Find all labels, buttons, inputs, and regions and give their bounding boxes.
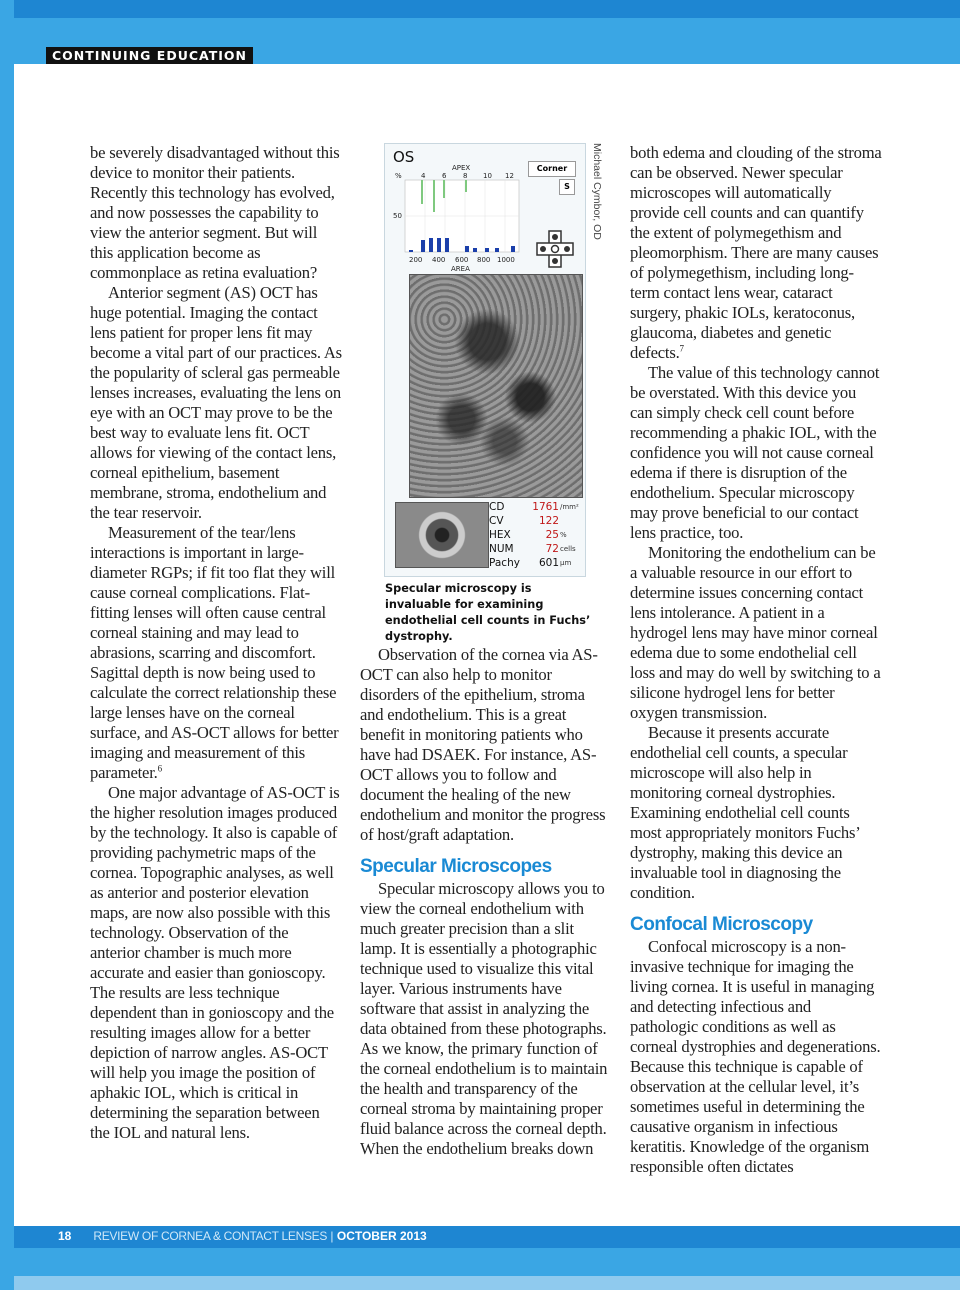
page-number: 18 bbox=[58, 1229, 72, 1243]
paragraph-text: both edema and clouding of the stroma can be observed. Newer specular microscopes will automatically provide cell counts and can quantify the extent of polymegethism and pleomorphism. There are many causes of polymegethism, including long-term contact lens wear, cataract surgery, phakic IOLs, keratoconus, glaucoma, diabetes and genetic defects. bbox=[630, 143, 882, 362]
reading-row-num bbox=[489, 542, 579, 556]
bottom-tick: 1000 bbox=[497, 256, 515, 264]
reading-label: CD bbox=[489, 501, 505, 513]
apex-bar bbox=[433, 180, 435, 212]
top-tick: 6 bbox=[442, 172, 447, 180]
issue-date: OCTOBER 2013 bbox=[336, 1229, 427, 1243]
section-label: CONTINUING EDUCATION bbox=[46, 47, 253, 64]
paragraph: Anterior segment (AS) OCT has huge potential. Imaging the contact lens patient for proper lens fit may become a vital part of our practices. As the popularity of scleral gas permeable lenses increases, evaluating the lens on eye with an OCT may prove to be the best way to evaluate lens fit. OCT allows for viewing of the contact lens, corneal epithelium, basement membrane, stroma, endothelium and the tear reservoir. bbox=[90, 283, 342, 522]
apex-bar bbox=[443, 180, 445, 198]
top-frame-dark-band bbox=[14, 0, 960, 18]
specular-microscopy-figure bbox=[384, 143, 586, 577]
reading-row-pachy bbox=[489, 556, 579, 570]
reading-value: 601 bbox=[538, 557, 559, 569]
bottom-tick: 800 bbox=[477, 256, 491, 264]
column-3 bbox=[630, 143, 882, 1177]
paragraph: be severely disadvantaged without this device to monitor their patients. Recently this technology has evolved, and now possesses the capability to view the anterior segment. But will this application become as commonplace as retina evaluation? bbox=[90, 143, 340, 282]
s-mode-button: S bbox=[559, 179, 575, 195]
eye-thumbnail bbox=[395, 502, 489, 568]
bottom-frame-light-band bbox=[14, 1276, 960, 1290]
subhead-confocal-microscopy: Confocal Microscopy bbox=[630, 914, 813, 935]
paragraph: Observation of the cornea via AS-OCT can also help to monitor disorders of the epithelium, stroma and endothelium. This is a great benefit in monitoring patients who have had DSAEK. For instance, AS-OCT allows you to follow and document the healing of the new endothelium and monitor the progress of host/graft adaptation. bbox=[360, 645, 606, 844]
y-tick: 50 bbox=[393, 212, 402, 220]
reading-label: HEX bbox=[489, 529, 511, 541]
apex-bar bbox=[465, 180, 467, 192]
corner-mode-button: Corner bbox=[528, 161, 576, 177]
paragraph: Specular microscopy allows you to view the corneal endothelium with much greater precision than a slit lamp. It is essentially a photographic technique used to visualize this vital layer. Various instruments have software that assist in analyzing the data obtained from these photographs. As we know, the primary function of the corneal endothelium is to maintain the health and transparency of the corneal stroma by maintaining proper fluid balance across the corneal depth. When the endothelium breaks down bbox=[360, 879, 608, 1158]
column-2 bbox=[360, 645, 612, 1159]
column-1 bbox=[90, 143, 342, 1143]
top-tick: 10 bbox=[483, 172, 492, 180]
figure-caption: Specular microscopy is invaluable for examining endothelial cell counts in Fuchs’ dystrophy. bbox=[385, 582, 591, 643]
reading-unit: % bbox=[560, 531, 567, 539]
reading-unit: cells bbox=[560, 545, 576, 553]
paragraph-text: Measurement of the tear/lens interactions is important in large-diameter RGPs; if fit too flat they will cause corneal complications. Flat-fitting lenses will often cause central corneal staining and may lead to abrasions, scarring and discomfort. Sagittal depth is now being used to calculate the correct relationship these large lenses have on the corneal surface, and AS-OCT allows for better imaging and measurement of this parameter. bbox=[90, 523, 339, 782]
area-axis-label: AREA bbox=[451, 265, 470, 273]
reference-marker: 7 bbox=[679, 343, 684, 354]
area-bar bbox=[409, 250, 413, 252]
area-bar bbox=[437, 238, 441, 252]
reading-value: 25 bbox=[545, 529, 559, 541]
paragraph: One major advantage of AS-OCT is the higher resolution images produced by the technology. It also is capable of providing pachymetric maps of the cornea. Topographic analyses, as well as anterior and posterior elevation maps, are now also possible with this technology. Observation of the anterior chamber is much more accurate and easier than gonioscopy. The results are less technique dependent than in gonioscopy and the resulting images allow for a better depiction of narrow angles. AS-OCT will help you image the position of aphakic IOL, which is critical in determining the separation between the IOL and natural lens. bbox=[90, 783, 340, 1142]
left-frame-band bbox=[0, 0, 14, 1290]
reading-row-hex bbox=[489, 528, 579, 542]
bottom-tick: 400 bbox=[432, 256, 446, 264]
bottom-tick: 200 bbox=[409, 256, 423, 264]
reading-value: 1761 bbox=[532, 501, 559, 513]
area-bar bbox=[485, 248, 489, 252]
top-tick: 4 bbox=[421, 172, 426, 180]
eye-label: OS bbox=[393, 148, 415, 166]
paragraph bbox=[630, 143, 882, 363]
reference-marker: 6 bbox=[157, 763, 162, 774]
direction-pad-icon bbox=[535, 229, 575, 269]
cell-count-readings bbox=[489, 500, 579, 570]
page-footer bbox=[58, 1227, 427, 1245]
paragraph bbox=[90, 523, 342, 783]
paragraph: The value of this technology cannot be overstated. With this device you can simply check cell count before recommending a phakic IOL, with the confidence you will not cause corneal edema if there is disruption of the endothelium. Specular microscopy may prove beneficial to our contact lens practice, too. bbox=[630, 363, 880, 542]
area-bar bbox=[473, 248, 477, 252]
area-bar bbox=[495, 248, 499, 252]
publication-name: REVIEW OF CORNEA & CONTACT LENSES bbox=[93, 1229, 328, 1243]
top-tick: 12 bbox=[505, 172, 514, 180]
area-bar bbox=[511, 246, 515, 252]
area-bar bbox=[445, 238, 449, 252]
apex-axis-label: APEX bbox=[452, 164, 471, 172]
paragraph: Confocal microscopy is a non-invasive technique for imaging the living cornea. It is useful in managing and detecting infectious and pathologic conditions as well as corneal dystrophies and degenerations. Because this technique is capable of observation at the cellular level, it’s sometimes useful in determining the causative organism in infectious keratitis. Knowledge of the organism responsible often dictates bbox=[630, 937, 881, 1176]
reading-label: NUM bbox=[489, 543, 514, 555]
apex-bar bbox=[421, 180, 423, 204]
bottom-tick: 600 bbox=[455, 256, 469, 264]
area-bar bbox=[465, 246, 469, 252]
reading-unit: /mm² bbox=[560, 503, 579, 511]
reading-unit: µm bbox=[560, 559, 572, 567]
paragraph: Monitoring the endothelium can be a valuable resource in our effort to determine issues concerning contact lens intolerance. A patient in a hydrogel lens may have minor corneal edema due to some endothelial cell loss and may do well by switching to a silicone hydrogel lens for better oxygen transmission. bbox=[630, 543, 881, 722]
reading-row-cd bbox=[489, 500, 579, 514]
footer-separator: | bbox=[327, 1229, 337, 1243]
reading-label: Pachy bbox=[489, 557, 520, 569]
reading-label: CV bbox=[489, 515, 504, 527]
reading-unit bbox=[559, 514, 560, 528]
paragraph: Because it presents accurate endothelial cell counts, a specular microscope will also help in monitoring corneal dystrophies. Examining endothelial cell counts most appropriately monitors Fuchs’ dystrophy, making this device an invaluable tool in diagnosing the condition. bbox=[630, 723, 860, 902]
endothelium-micrograph bbox=[409, 274, 583, 498]
reading-value: 72 bbox=[545, 543, 559, 555]
reading-value: 122 bbox=[538, 515, 559, 527]
top-tick: 8 bbox=[463, 172, 468, 180]
photo-credit: Michael Cymbor, OD bbox=[591, 143, 603, 240]
area-bar bbox=[429, 238, 433, 252]
reading-row-cv bbox=[489, 514, 579, 528]
percent-axis-label: % bbox=[395, 172, 402, 180]
area-bar bbox=[421, 240, 425, 252]
subhead-specular-microscopes: Specular Microscopes bbox=[360, 856, 552, 877]
